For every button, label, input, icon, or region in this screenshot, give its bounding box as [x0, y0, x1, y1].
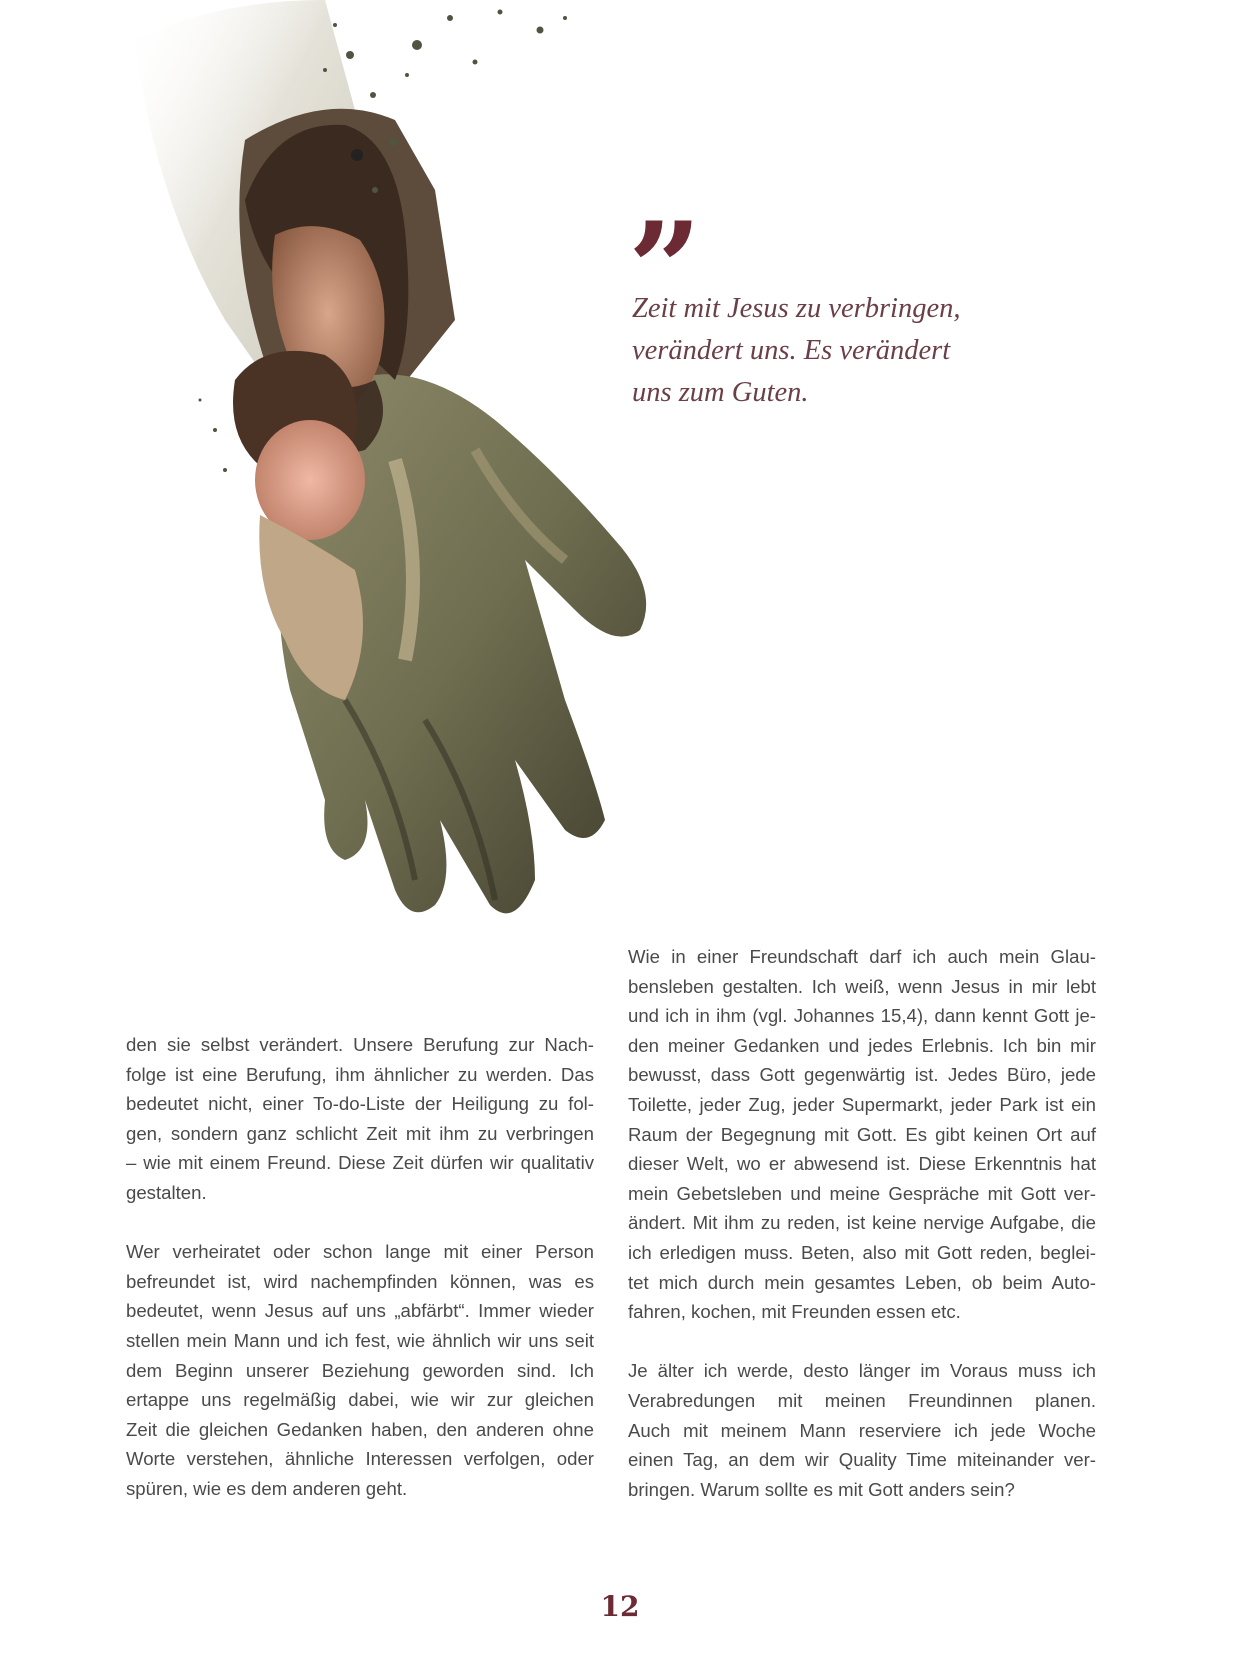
text-line: Zeit die gleichen Gedanken haben, den anderen ohne [126, 1418, 594, 1440]
text-line: bedeutet nicht, einer To-do-Liste der Heiligung zu fol- [126, 1093, 594, 1115]
right-text-column [628, 942, 1096, 1534]
paragraph [628, 1356, 1096, 1504]
text-line: dem Beginn unserer Beziehung geworden sind. Ich [126, 1359, 594, 1381]
text-line: und ich in ihm (vgl. Johannes 15,4), dann kennt Gott je- [628, 1005, 1096, 1027]
text-line: ändert. Mit ihm zu reden, ist keine nervige Aufgabe, die [628, 1212, 1096, 1234]
left-text-column [126, 1030, 594, 1533]
text-line: bensleben gestalten. Ich weiß, wenn Jesus in mir lebt [628, 975, 1096, 997]
text-line: Auch mit meinem Mann reserviere ich jede Woche [628, 1419, 1096, 1441]
paragraph [126, 1237, 594, 1503]
page-number: 12 [600, 1590, 640, 1623]
quote-line: uns zum Guten. [632, 377, 809, 408]
text-line: stellen mein Mann und ich fest, wie ähnlich wir uns seit [126, 1329, 594, 1351]
quote-mark-icon: ” [628, 206, 702, 286]
text-line: Raum der Begegnung mit Gott. Es gibt keinen Ort auf [628, 1123, 1096, 1145]
text-line: – wie mit einem Freund. Diese Zeit dürfen wir qualitativ [126, 1152, 594, 1174]
text-line: einen Tag, an dem wir Quality Time miteinander ver- [628, 1449, 1096, 1471]
text-line: folge ist eine Berufung, ihm ähnlicher zu werden. Das [126, 1063, 594, 1085]
text-line: ertappe uns regelmäßig dabei, wie wir zur gleichen [126, 1389, 594, 1411]
text-line: Worte verstehen, ähnliche Interessen verfolgen, oder [126, 1448, 594, 1470]
text-line: fahren, kochen, mit Freunden essen etc. [628, 1301, 961, 1323]
text-line: den sie selbst verändert. Unsere Berufung zur Nach- [126, 1034, 594, 1055]
paragraph [628, 942, 1096, 1327]
quote-line: verändert uns. Es verändert [632, 335, 951, 366]
text-line: bewusst, dass Gott gegenwärtig ist. Jedes Büro, jede [628, 1064, 1096, 1086]
text-line: ich erledigen muss. Beten, also mit Gott reden, beglei- [628, 1241, 1096, 1263]
text-line: bedeutet, wenn Jesus auf uns „abfärbt“. Immer wieder [126, 1300, 594, 1322]
text-line: gestalten. [126, 1181, 207, 1203]
text-line: mein Gebetsleben und meine Gespräche mit Gott ver- [628, 1182, 1096, 1204]
text-line: tet mich durch mein gesamtes Leben, ob beim Auto- [628, 1271, 1096, 1293]
hand-embrace-illustration [95, 0, 715, 940]
text-line: Verabredungen mit meinen Freundinnen planen. [628, 1389, 1096, 1411]
text-line: Toilette, jeder Zug, jeder Supermarkt, jeder Park ist ein [628, 1093, 1096, 1115]
text-line: befreundet ist, wird nachempfinden können, was es [126, 1270, 594, 1292]
text-line: Wie in einer Freundschaft darf ich auch mein Glau- [628, 946, 1096, 967]
pull-quote [632, 288, 1052, 414]
text-line: bringen. Warum sollte es mit Gott anders sein? [628, 1478, 1015, 1500]
text-line: Je älter ich werde, desto länger im Voraus muss ich [628, 1360, 1096, 1382]
text-line: gen, sondern ganz schlicht Zeit mit ihm zu verbringen [126, 1122, 594, 1144]
quote-line: Zeit mit Jesus zu verbringen, [632, 293, 961, 324]
text-line: Wer verheiratet oder schon lange mit einer Person [126, 1241, 594, 1263]
text-line: dieser Welt, wo er abwesend ist. Diese Erkenntnis hat [628, 1153, 1096, 1175]
paragraph [126, 1030, 594, 1208]
text-line: den meiner Gedanken und jedes Erlebnis. Ich bin mir [628, 1034, 1096, 1056]
text-line: spüren, wie es dem anderen geht. [126, 1477, 408, 1499]
